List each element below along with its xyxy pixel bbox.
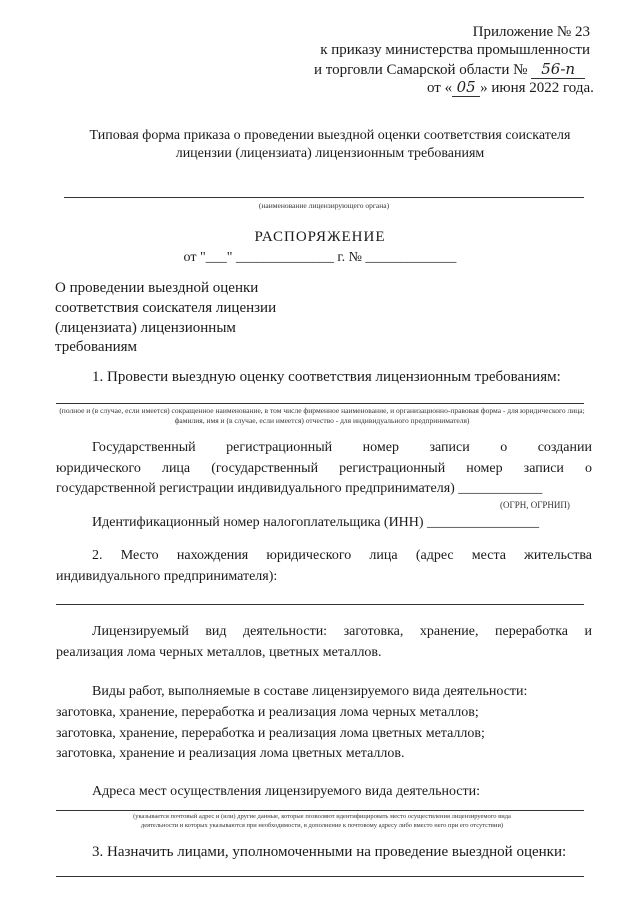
ogrn-line3: государственной регистрации индивидуального предпринимателя) ____________	[56, 481, 543, 496]
addresses-caption-line1: (указывается почтовый адрес и (или) другие данные, которые позволяют идентифицировать место осуществления лицензируемого вида	[133, 813, 511, 820]
addresses-caption-line2: деятельности и которых указываются при необходимости, в дополнение к почтовому адресу либо вместо него при его отсутствии)	[140, 822, 504, 829]
document-title-line2: лицензии (лицензиата) лицензионным требованиям	[175, 146, 485, 161]
subject-line1: О проведении выездной оценки	[55, 280, 259, 296]
document-title-line1: Типовая форма приказа о проведении выездной оценки соответствия соискателя	[89, 128, 571, 143]
item3-field	[56, 876, 584, 877]
licensing-body-field	[64, 197, 584, 198]
appendix-ministry-line	[314, 60, 585, 79]
licensing-body-caption: (наименование лицензирующего органа)	[258, 201, 390, 210]
ogrn-caption: (ОГРН, ОГРНИП)	[500, 500, 570, 510]
item1-field	[56, 403, 584, 404]
works-line1: Виды работ, выполняемые в составе лицензируемого вида деятельности:	[92, 684, 528, 699]
ogrn-line1: Государственный регистрационный номер записи о создании	[92, 440, 592, 455]
date-day-handwritten: 05	[452, 78, 480, 97]
subject-line3: (лицензиата) лицензионным	[55, 320, 236, 336]
item3-text: 3. Назначить лицами, уполномоченными на проведение выездной оценки:	[92, 844, 567, 860]
subject-line4: требованиям	[55, 339, 138, 355]
appendix-date-line	[427, 78, 594, 97]
appendix-order-reference: к приказу министерства промышленности	[320, 42, 590, 58]
addresses-field	[56, 810, 584, 811]
works-line3: заготовка, хранение, переработка и реализация лома цветных металлов;	[56, 726, 485, 741]
item2-line1: 2. Место нахождения юридического лица (адрес места жительства	[92, 548, 592, 563]
ogrn-line2: юридического лица (государственный регистрационный номер записи о	[56, 461, 592, 476]
order-heading: РАСПОРЯЖЕНИЕ	[254, 229, 386, 245]
item2-line2: индивидуального предпринимателя):	[56, 569, 278, 584]
order-date-number-line: от "___" ______________ г. № _____________	[183, 250, 457, 265]
activity-line1: Лицензируемый вид деятельности: заготовка, хранение, переработка и	[92, 624, 592, 639]
item1-text: 1. Провести выездную оценку соответствия лицензионным требованиям:	[92, 369, 561, 385]
subject-line2: соответствия соискателя лицензии	[55, 300, 277, 316]
date-prefix: от «	[427, 80, 453, 96]
item1-caption: (полное и (в случае, если имеется) сокращенное наименование, в том числе фирменное наименование, и организационно-правовая форма - для юридического лица; фамилия, имя и (в случае, если имеется) отчество - для индивидуального предпринимателя)	[59, 406, 585, 425]
appendix-number: Приложение № 23	[472, 24, 590, 40]
addresses-text: Адреса мест осуществления лицензируемого вида деятельности:	[92, 784, 481, 799]
date-suffix: » июня 2022 года.	[480, 80, 594, 96]
order-number-handwritten: 56-п	[531, 60, 585, 79]
item2-address-field	[56, 604, 584, 605]
works-line2: заготовка, хранение, переработка и реализация лома черных металлов;	[56, 705, 479, 720]
inn-line: Идентификационный номер налогоплательщика (ИНН) ________________	[92, 515, 540, 530]
works-line4: заготовка, хранение и реализация лома цветных металлов.	[56, 746, 405, 761]
ministry-text: и торговли Самарской области №	[314, 62, 528, 78]
activity-line2: реализация лома черных металлов, цветных металлов.	[56, 645, 382, 660]
